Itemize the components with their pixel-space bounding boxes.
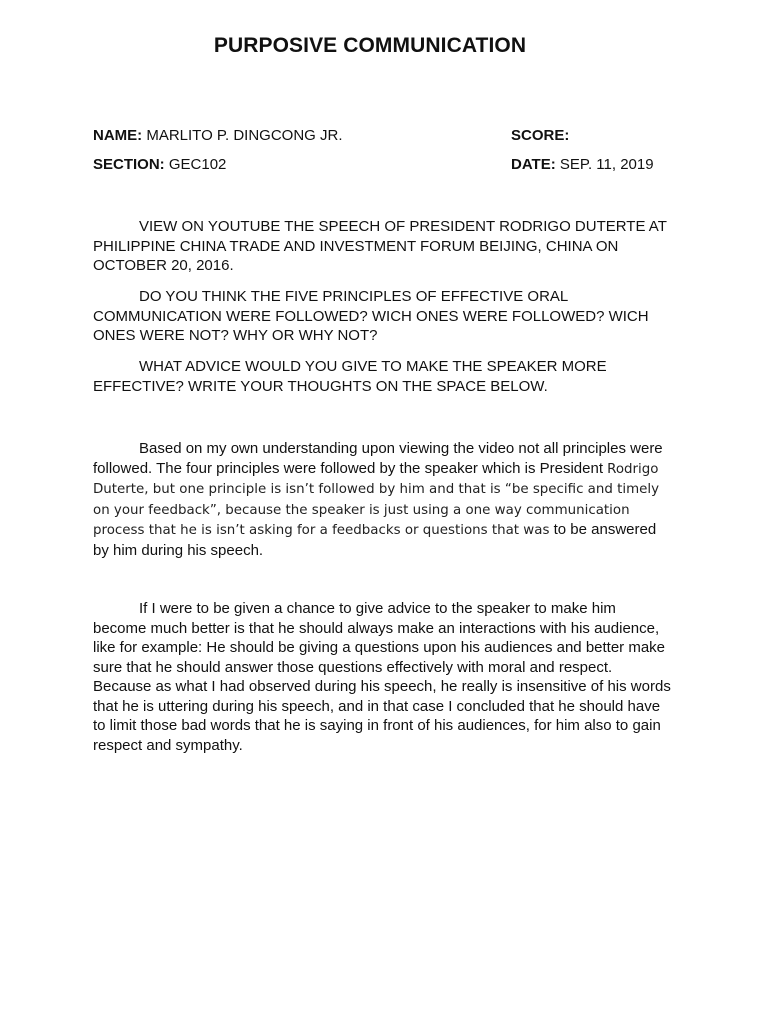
answer-text-part1: Based on my own understanding upon viewing the video not all principles were followed. The four principles were followed by the speaker which is President — [93, 440, 663, 477]
answer-text — [93, 439, 673, 560]
score-label: SCORE: — [511, 127, 570, 144]
section-line — [93, 156, 226, 174]
instruction-paragraph: DO YOU THINK THE FIVE PRINCIPLES OF EFFECTIVE ORAL COMMUNICATION WERE FOLLOWED? WICH ONES WERE FOLLOWED? WICH ONES WERE NOT? WHY OR WHY NOT? — [93, 288, 649, 344]
page-title: PURPOSIVE COMMUNICATION — [213, 34, 527, 57]
instruction-paragraph: VIEW ON YOUTUBE THE SPEECH OF PRESIDENT RODRIGO DUTERTE AT PHILIPPINE CHINA TRADE AND INVESTMENT FORUM BEIJING, CHINA ON OCTOBER 20, 2016. — [93, 218, 667, 274]
section-value: GEC102 — [168, 156, 227, 173]
section-label: SECTION: — [93, 156, 165, 173]
date-value: SEP. 11, 2019 — [559, 156, 654, 173]
answer-text-part2: Rodrigo Duterte, but one principle is isn’t followed by him and that is “be specific and timely on your feedback”, because the speaker is just using a one way communication process that he is isn’t asking for a feedbacks or questions that was — [93, 461, 660, 538]
instruction-paragraph: WHAT ADVICE WOULD YOU GIVE TO MAKE THE SPEAKER MORE EFFECTIVE? WRITE YOUR THOUGHTS ON THE SPACE BELOW. — [93, 358, 607, 395]
instructions — [93, 357, 673, 396]
answer-text-part3: to be answered by him during his speech. — [93, 521, 657, 559]
answer-text: If I were to be given a chance to give advice to the speaker to make him become much better is that he should always make an interactions with his audience, like for example: He should be giving a questions upon his audiences and better make sure that he should answer those questions effectively with moral and respect. Because as what I had observed during his speech, he really is insensitive of his words that he is uttering during his speech, and in that case I concluded that he should have to limit those bad words that he is saying in front of his audiences, for him also to gain respect and sympathy. — [93, 600, 671, 754]
name-line — [93, 127, 343, 145]
instructions — [93, 217, 673, 276]
date-label: DATE: — [511, 156, 556, 173]
score-line — [511, 127, 569, 145]
name-value: MARLITO P. DINGCONG JR. — [146, 127, 343, 144]
answer-paragraph-2 — [93, 599, 673, 755]
name-label: NAME: — [93, 127, 143, 144]
answer-paragraph-1 — [93, 439, 673, 560]
instructions — [93, 287, 673, 346]
date-line — [511, 156, 654, 174]
